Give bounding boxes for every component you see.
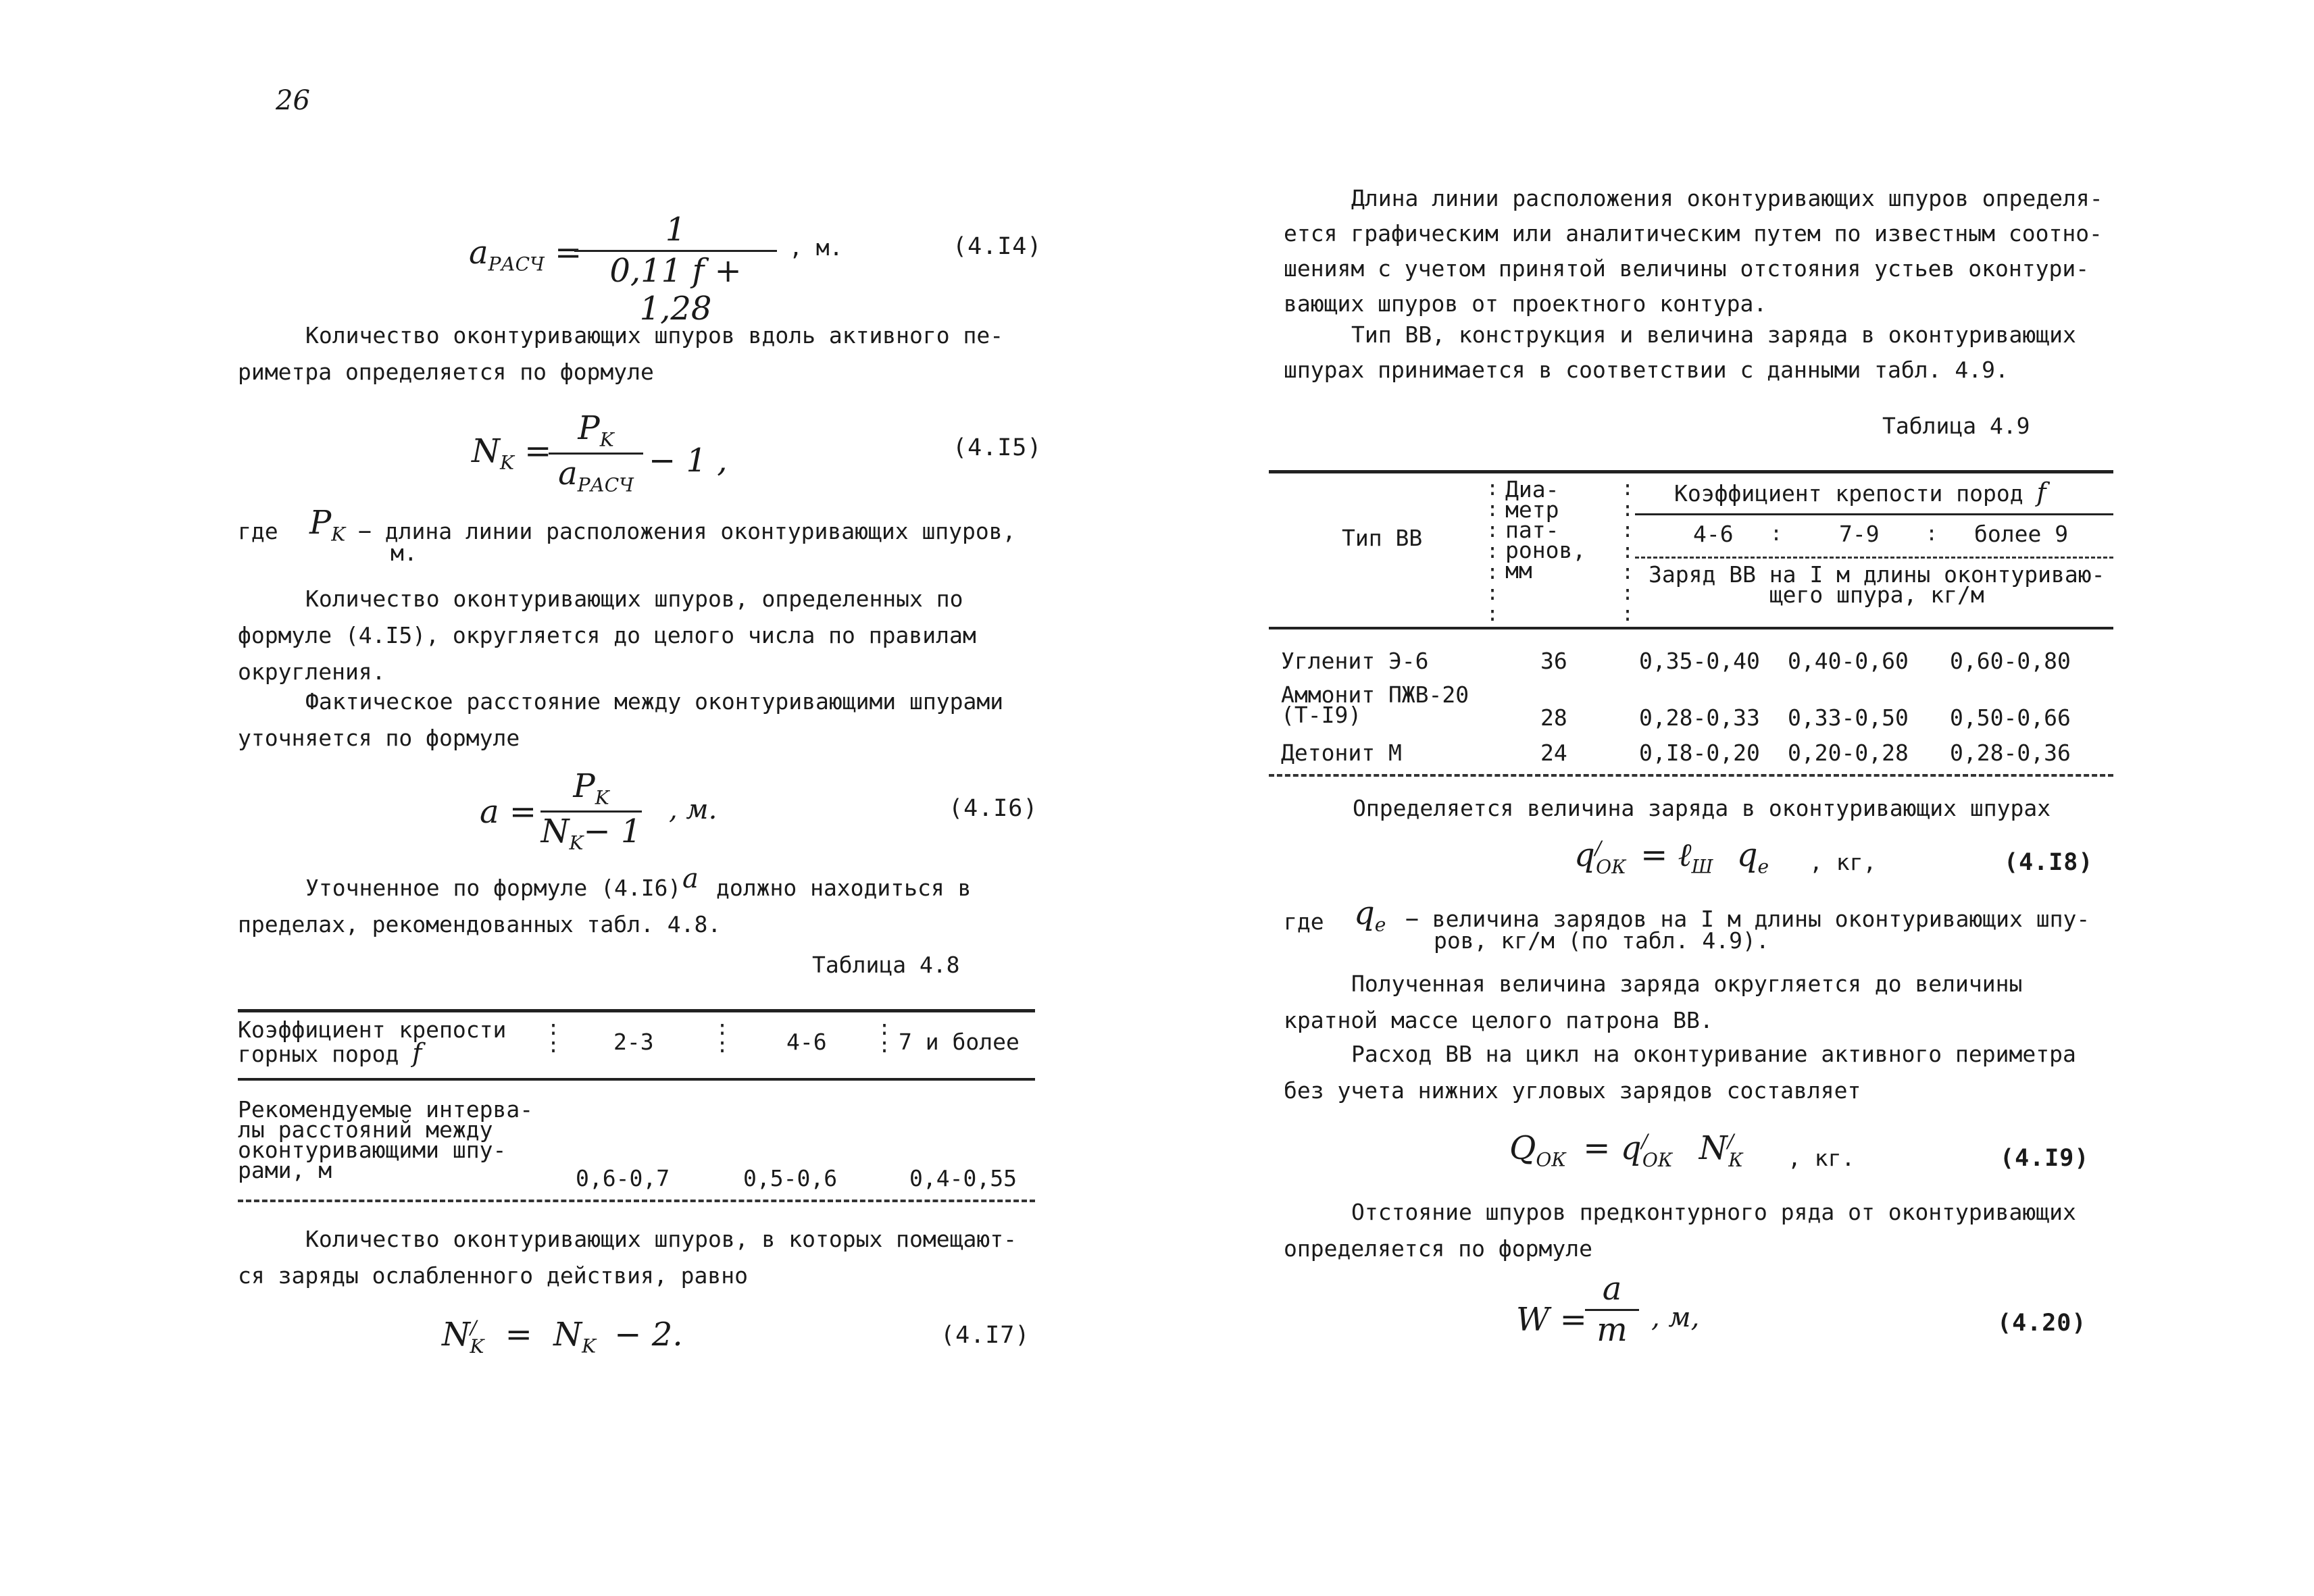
- right-para-3: Определяется величина заряда в оконтуривающих шпурах: [1353, 795, 2051, 821]
- table-4-8-value-2: 0,5-0,6: [743, 1165, 838, 1191]
- formula-4-19-number: (4.I9): [2000, 1145, 2090, 1172]
- formula-4-17-number: (4.I7): [940, 1322, 1030, 1349]
- formula-4-14-fraction: [574, 211, 777, 328]
- table-4-9-row-2-name: Аммонит ПЖВ-20 (Т-I9): [1281, 681, 1469, 728]
- table-4-9-row-2-diam: 28: [1540, 704, 1567, 731]
- right-para-1: Длина линии расположения оконтуривающих шпуров определя- ется графическим или аналитическим путем по известным соотно- шениям с учетом принятой величины отстояния устьев оконтури- вающих шпуров от проектного контура.: [1284, 185, 2103, 317]
- table-4-9-col-type: Тип ВВ: [1342, 525, 1423, 551]
- table-4-9-row-3-diam: 24: [1540, 740, 1567, 766]
- table-4-9-charge-label: Заряд ВВ на I м длины оконтуриваю- щего шпура, кг/м: [1649, 561, 2105, 608]
- table-4-8-row-label: Рекомендуемые интерва- лы расстояний между оконтуривающими шпу- рами, м: [238, 1096, 534, 1183]
- table-4-9-row-2-v1: 0,28-0,33: [1639, 704, 1760, 731]
- formula-4-20-fraction: $\frac{a}{m}$: [1585, 1270, 1639, 1349]
- table-4-9-row-2-v3: 0,50-0,66: [1950, 704, 2071, 731]
- table-4-9-row-1-v3: 0,60-0,80: [1950, 648, 2071, 674]
- left-para-2: Количество оконтуривающих шпуров, определенных по формуле (4.I5), округляется до целого числа по правилам округления.: [238, 586, 976, 685]
- formula-4-18-number: (4.I8): [2004, 849, 2094, 876]
- table-4-9-row-1-name: Угленит Э-6: [1281, 648, 1429, 674]
- table-4-8-caption: Таблица 4.8: [812, 952, 960, 978]
- right-para-2: Тип ВВ, конструкция и величина заряда в оконтуривающих шпурах принимается в соответствии с данными табл. 4.9.: [1284, 321, 2076, 383]
- table-4-9-row-1-v2: 0,40-0,60: [1788, 648, 1909, 674]
- formula-4-15-number: (4.I5): [953, 434, 1042, 461]
- formula-4-14-number: (4.I4): [953, 233, 1042, 260]
- page-number: 26: [276, 85, 310, 116]
- table-4-9-caption: Таблица 4.9: [1882, 413, 2030, 439]
- table-4-8-col-1: 2-3: [613, 1029, 654, 1055]
- table-4-9-row-1-v1: 0,35-0,40: [1639, 648, 1760, 674]
- left-para-1: Количество оконтуривающих шпуров вдоль активного пе- риметра определяется по формуле: [238, 322, 1004, 385]
- table-4-8-value-1: 0,6-0,7: [576, 1165, 670, 1191]
- formula-4-16-number: (4.I6): [949, 795, 1038, 822]
- formula-4-14-numerator: 1: [574, 211, 777, 252]
- left-para-3: Фактическое расстояние между оконтуривающими шпурами уточняется по формуле: [238, 688, 1004, 751]
- formula-4-14-lhs-sub: РАСЧ: [488, 253, 545, 276]
- formula-4-16-fraction: $\frac{P_K}{N_K- 1}$: [540, 767, 642, 854]
- table-4-8-col-2: 4-6: [786, 1029, 827, 1055]
- table-4-9-sub-col-3: более 9: [1974, 521, 2069, 547]
- table-4-9-group-title: Коэффициент крепости пород f: [1674, 478, 2046, 507]
- formula-4-15-fraction: $P_K$ $a_{РАСЧ}$: [549, 409, 643, 496]
- left-para-5: Количество оконтуривающих шпуров, в которых помещают- ся заряды ослабленного действия, равно: [238, 1226, 1017, 1289]
- right-para-6: Отстояние шпуров предконтурного ряда от оконтуривающих определяется по формуле: [1284, 1199, 2076, 1262]
- table-4-9-col-diam: Диа- метр пат- ронов, мм: [1505, 476, 1586, 584]
- table-4-9-row-3-v2: 0,20-0,28: [1788, 740, 1909, 766]
- table-4-8-value-3: 0,4-0,55: [909, 1165, 1017, 1191]
- table-4-9-sub-col-1: 4-6: [1693, 521, 1734, 547]
- table-4-9-row-3-name: Детонит М: [1281, 740, 1402, 766]
- formula-4-14-denominator: 0,11 f + 1,28: [609, 252, 742, 328]
- table-4-9-row-2-v2: 0,33-0,50: [1788, 704, 1909, 731]
- right-para-5: Расход ВВ на цикл на оконтуривание активного периметра без учета нижних угловых зарядов составляет: [1284, 1041, 2076, 1104]
- table-4-9-row-1-diam: 36: [1540, 648, 1567, 674]
- formula-4-14-lhs: a: [469, 234, 488, 272]
- formula-4-14-unit: , м.: [789, 234, 843, 261]
- table-4-9-row-3-v3: 0,28-0,36: [1950, 740, 2071, 766]
- formula-4-15-tail: − 1 ,: [649, 442, 728, 480]
- table-4-9-row-3-v1: 0,I8-0,20: [1639, 740, 1760, 766]
- right-para-4: Полученная величина заряда округляется до величины кратной массе целого патрона ВВ.: [1284, 971, 2023, 1033]
- table-4-8-col-3: 7 и более: [899, 1029, 1020, 1055]
- table-4-9-sub-col-2: 7-9: [1839, 521, 1880, 547]
- formula-4-20-number: (4.20): [1997, 1310, 2087, 1337]
